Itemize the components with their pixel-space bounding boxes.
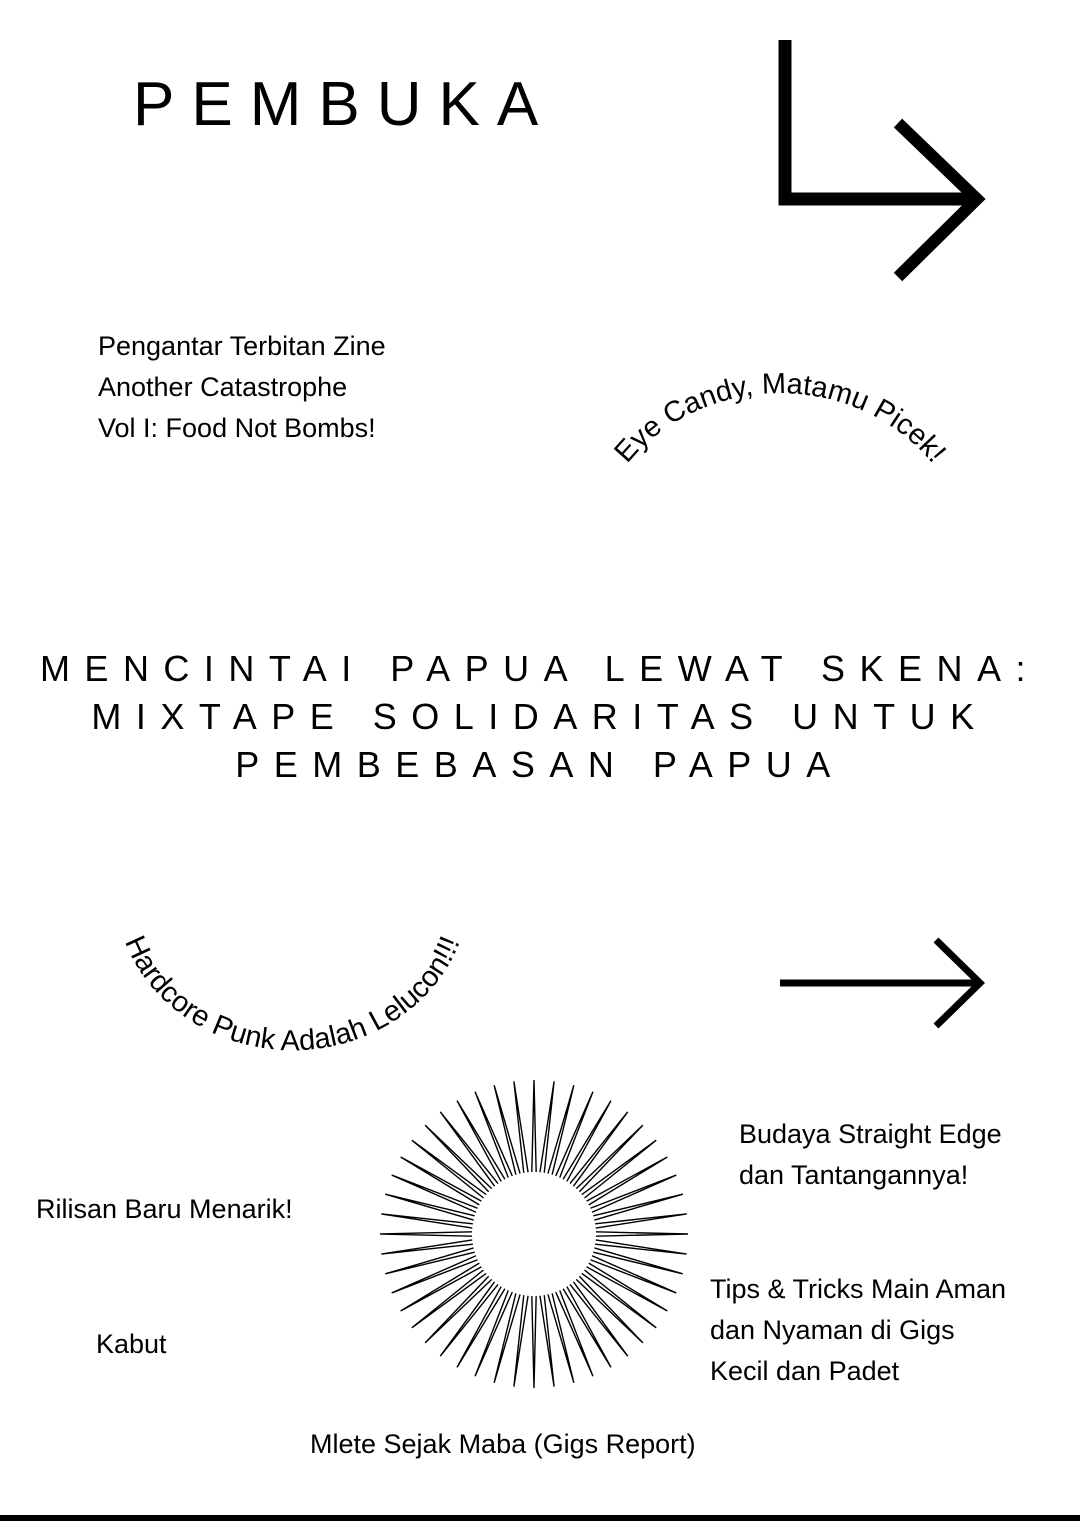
item-gigs-report: Mlete Sejak Maba (Gigs Report) bbox=[310, 1429, 696, 1459]
bottom-divider bbox=[0, 1515, 1080, 1521]
svg-text:Hardcore Punk Adalah Lelucon!! bbox=[118, 931, 466, 1057]
intro-line: Another Catastrophe bbox=[98, 372, 348, 402]
headline-line: PEMBEBASAN PAPUA bbox=[235, 744, 845, 785]
item-kabut: Kabut bbox=[96, 1329, 167, 1359]
intro-line: Pengantar Terbitan Zine bbox=[98, 331, 386, 361]
intro-text bbox=[98, 326, 386, 449]
item-line: Budaya Straight Edge bbox=[739, 1119, 1002, 1149]
arrow-right-icon bbox=[776, 935, 991, 1035]
sunburst-icon bbox=[378, 1078, 690, 1390]
item-line: dan Nyaman di Gigs bbox=[710, 1315, 955, 1345]
svg-text:Eye Candy, Matamu Picek! bbox=[608, 368, 952, 469]
arc-top-text: Eye Candy, Matamu Picek! bbox=[608, 367, 952, 469]
item-line: dan Tantangannya! bbox=[739, 1160, 969, 1190]
item-rilisan: Rilisan Baru Menarik! bbox=[36, 1194, 293, 1224]
turn-right-arrow-icon bbox=[770, 36, 1000, 286]
page-title: PEMBUKA bbox=[133, 70, 556, 139]
sunburst-ray bbox=[380, 1232, 472, 1236]
sunburst-ray bbox=[532, 1296, 536, 1388]
headline-line: MIXTAPE SOLIDARITAS UNTUK bbox=[91, 696, 989, 737]
intro-line: Vol I: Food Not Bombs! bbox=[98, 413, 376, 443]
sunburst-ray bbox=[596, 1232, 688, 1236]
item-line: Tips & Tricks Main Aman bbox=[710, 1274, 1007, 1304]
item-straight-edge bbox=[739, 1114, 1002, 1196]
item-line: Kecil dan Padet bbox=[710, 1356, 900, 1386]
headline bbox=[0, 645, 1080, 789]
arc-bottom-text: Hardcore Punk Adalah Lelucon!!! bbox=[118, 931, 467, 1058]
headline-line: MENCINTAI PAPUA LEWAT SKENA: bbox=[39, 648, 1041, 689]
arc-text-hardcore-punk bbox=[70, 880, 510, 1080]
sunburst-ray bbox=[532, 1080, 536, 1172]
item-tips bbox=[710, 1269, 1006, 1392]
arc-text-eye-candy bbox=[560, 350, 980, 530]
